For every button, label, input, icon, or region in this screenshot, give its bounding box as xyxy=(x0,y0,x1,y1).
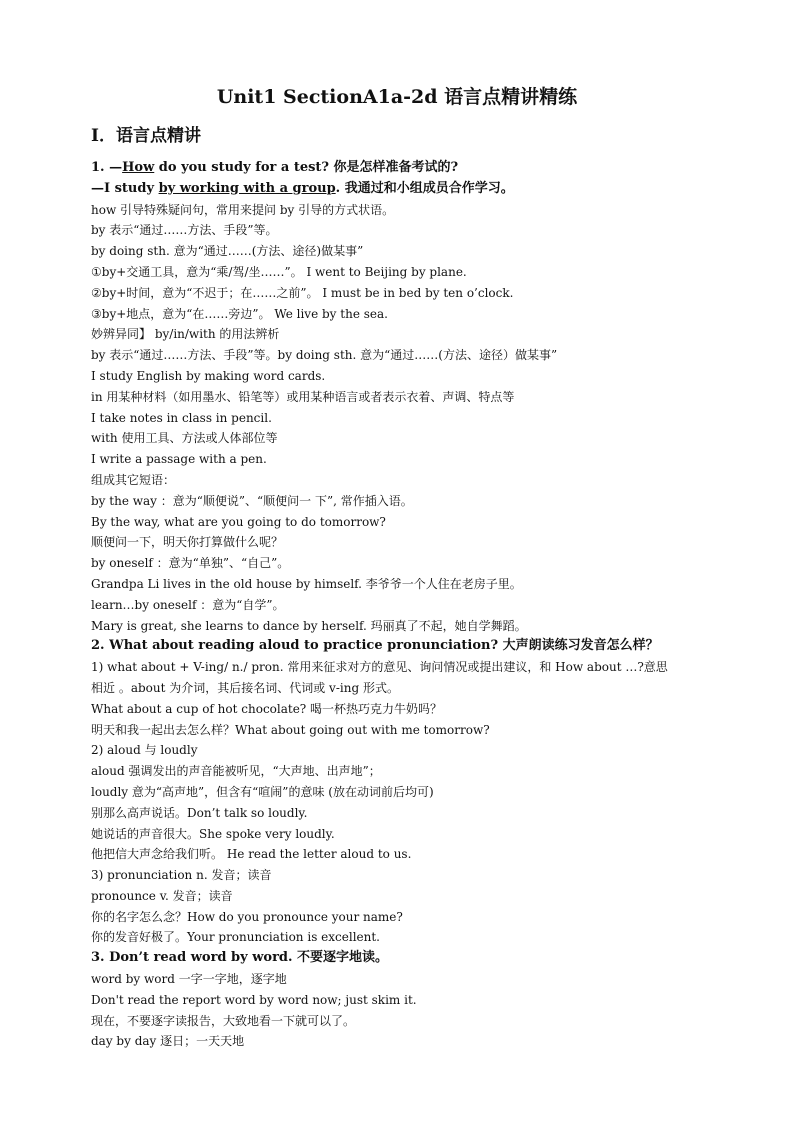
text-line: 她说话的声音很大。She spoke very loudly. xyxy=(91,826,335,841)
text-line: 现在，不要逐字读报告，大致地看一下就可以了。 xyxy=(91,1013,356,1028)
text-line: 2) aloud 与 loudly xyxy=(91,743,198,758)
text-line: I study English by making word cards. xyxy=(91,368,326,383)
text-line: 他把信大声念给我们听。 He read the letter aloud to us. xyxy=(91,847,412,862)
text-line: 3) pronunciation n. 发音；读音 xyxy=(91,868,272,883)
q2-heading: 2. What about reading aloud to practice pronunciation? 大声朗读练习发音怎么样？ xyxy=(91,638,659,654)
text: . 我通过和小组成员合作学习。 xyxy=(335,180,514,196)
underlined-text: How xyxy=(122,160,155,175)
q1-answer xyxy=(91,179,711,200)
underlined-text: by working with a group xyxy=(158,180,336,196)
text-line: 顺便问一下，明天你打算做什么呢？ xyxy=(91,535,284,550)
text-line: I take notes in class in pencil. xyxy=(91,410,272,425)
text: —I study xyxy=(91,180,159,196)
text-line: word by word 一字一字地，逐字地 xyxy=(91,972,287,987)
text-line: 相近 。about 为介词，其后接名词、代词或 v-ing 形式。 xyxy=(91,680,399,695)
text-line: loudly 意为“高声地”，但含有“喧闹”的意味 (放在动词前后均可) xyxy=(91,784,434,799)
text-line: by doing sth. 意为“通过……(方法、途径)做某事” xyxy=(91,244,364,259)
text-line: 妙辨异同】 by/in/with 的用法辨析 xyxy=(91,327,280,342)
text-line: in 用某种材料（如用墨水、铅笔等）或用某种语言或者表示衣着、声调、特点等 xyxy=(91,389,515,404)
text-line: with 使用工具、方法或人体部位等 xyxy=(91,431,278,446)
text-line: ①by+交通工具，意为“乘/驾/坐……”。 I went to Beijing by plane. xyxy=(91,264,467,279)
text-line: ③by+地点，意为“在……旁边”。 We live by the sea. xyxy=(91,306,388,321)
text-line: how 引导特殊疑问句，常用来提问 by 引导的方式状语。 xyxy=(91,202,395,217)
text-line: 你的发音好极了。Your pronunciation is excellent. xyxy=(91,930,380,945)
text-line: 组成其它短语： xyxy=(91,472,176,487)
text-line: What about a cup of hot chocolate? 喝一杯热巧克力牛奶吗？ xyxy=(91,701,443,716)
text-line: by oneself ：意为“单独”、“自己”。 xyxy=(91,556,290,571)
text: 1. — xyxy=(91,160,123,175)
text: do you study for a test? 你是怎样准备考试的? xyxy=(154,160,459,175)
text-line: aloud 强调发出的声音能被听见，“大声地、出声地”； xyxy=(91,764,381,779)
text-line: Mary is great, she learns to dance by herself. 玛丽真了不起，她自学舞蹈。 xyxy=(91,618,527,633)
q1-question xyxy=(91,158,711,179)
text-line: 明天和我一起出去怎么样？What about going out with me tomorrow? xyxy=(91,722,490,737)
text-line: I write a passage with a pen. xyxy=(91,452,267,467)
text-line: by 表示“通过……方法、手段”等。by doing sth. 意为“通过……(方法、途径）做某事” xyxy=(91,348,558,363)
document-title: Unit1 SectionA1a-2d 语言点精讲精练 xyxy=(216,86,578,108)
text-line: Don't read the report word by word now; just skim it. xyxy=(91,992,417,1007)
text-line: by the way ：意为“顺便说”、“顺便问一 下”, 常作插入语。 xyxy=(91,493,413,508)
text-line: Grandpa Li lives in the old house by himself. 李爷爷一个人住在老房子里。 xyxy=(91,576,522,591)
text-line: ②by+时间，意为“不迟于；在……之前”。 I must be in bed by ten o’clock. xyxy=(91,285,514,300)
text-line: by 表示“通过……方法、手段”等。 xyxy=(91,223,278,238)
section-heading: I．语言点精讲 xyxy=(91,126,201,146)
text-line: 1) what about + V-ing/ n./ pron. 常用来征求对方的意见、询问情况或提出建议，和 How about …?意思 xyxy=(91,660,668,675)
text-line: learn…by oneself ：意为“自学”。 xyxy=(91,597,285,612)
text-line: day by day 逐日；一天天地 xyxy=(91,1034,245,1049)
text-line: 你的名字怎么念？How do you pronounce your name? xyxy=(91,909,403,924)
content-body xyxy=(91,158,711,1052)
q3-heading: 3. Don’t read word by word. 不要逐字地读。 xyxy=(91,950,389,966)
text-line: 别那么高声说话。Don’t talk so loudly. xyxy=(91,805,308,820)
text-line: By the way, what are you going to do tomorrow? xyxy=(91,514,386,529)
text-line: pronounce v. 发音；读音 xyxy=(91,888,233,903)
